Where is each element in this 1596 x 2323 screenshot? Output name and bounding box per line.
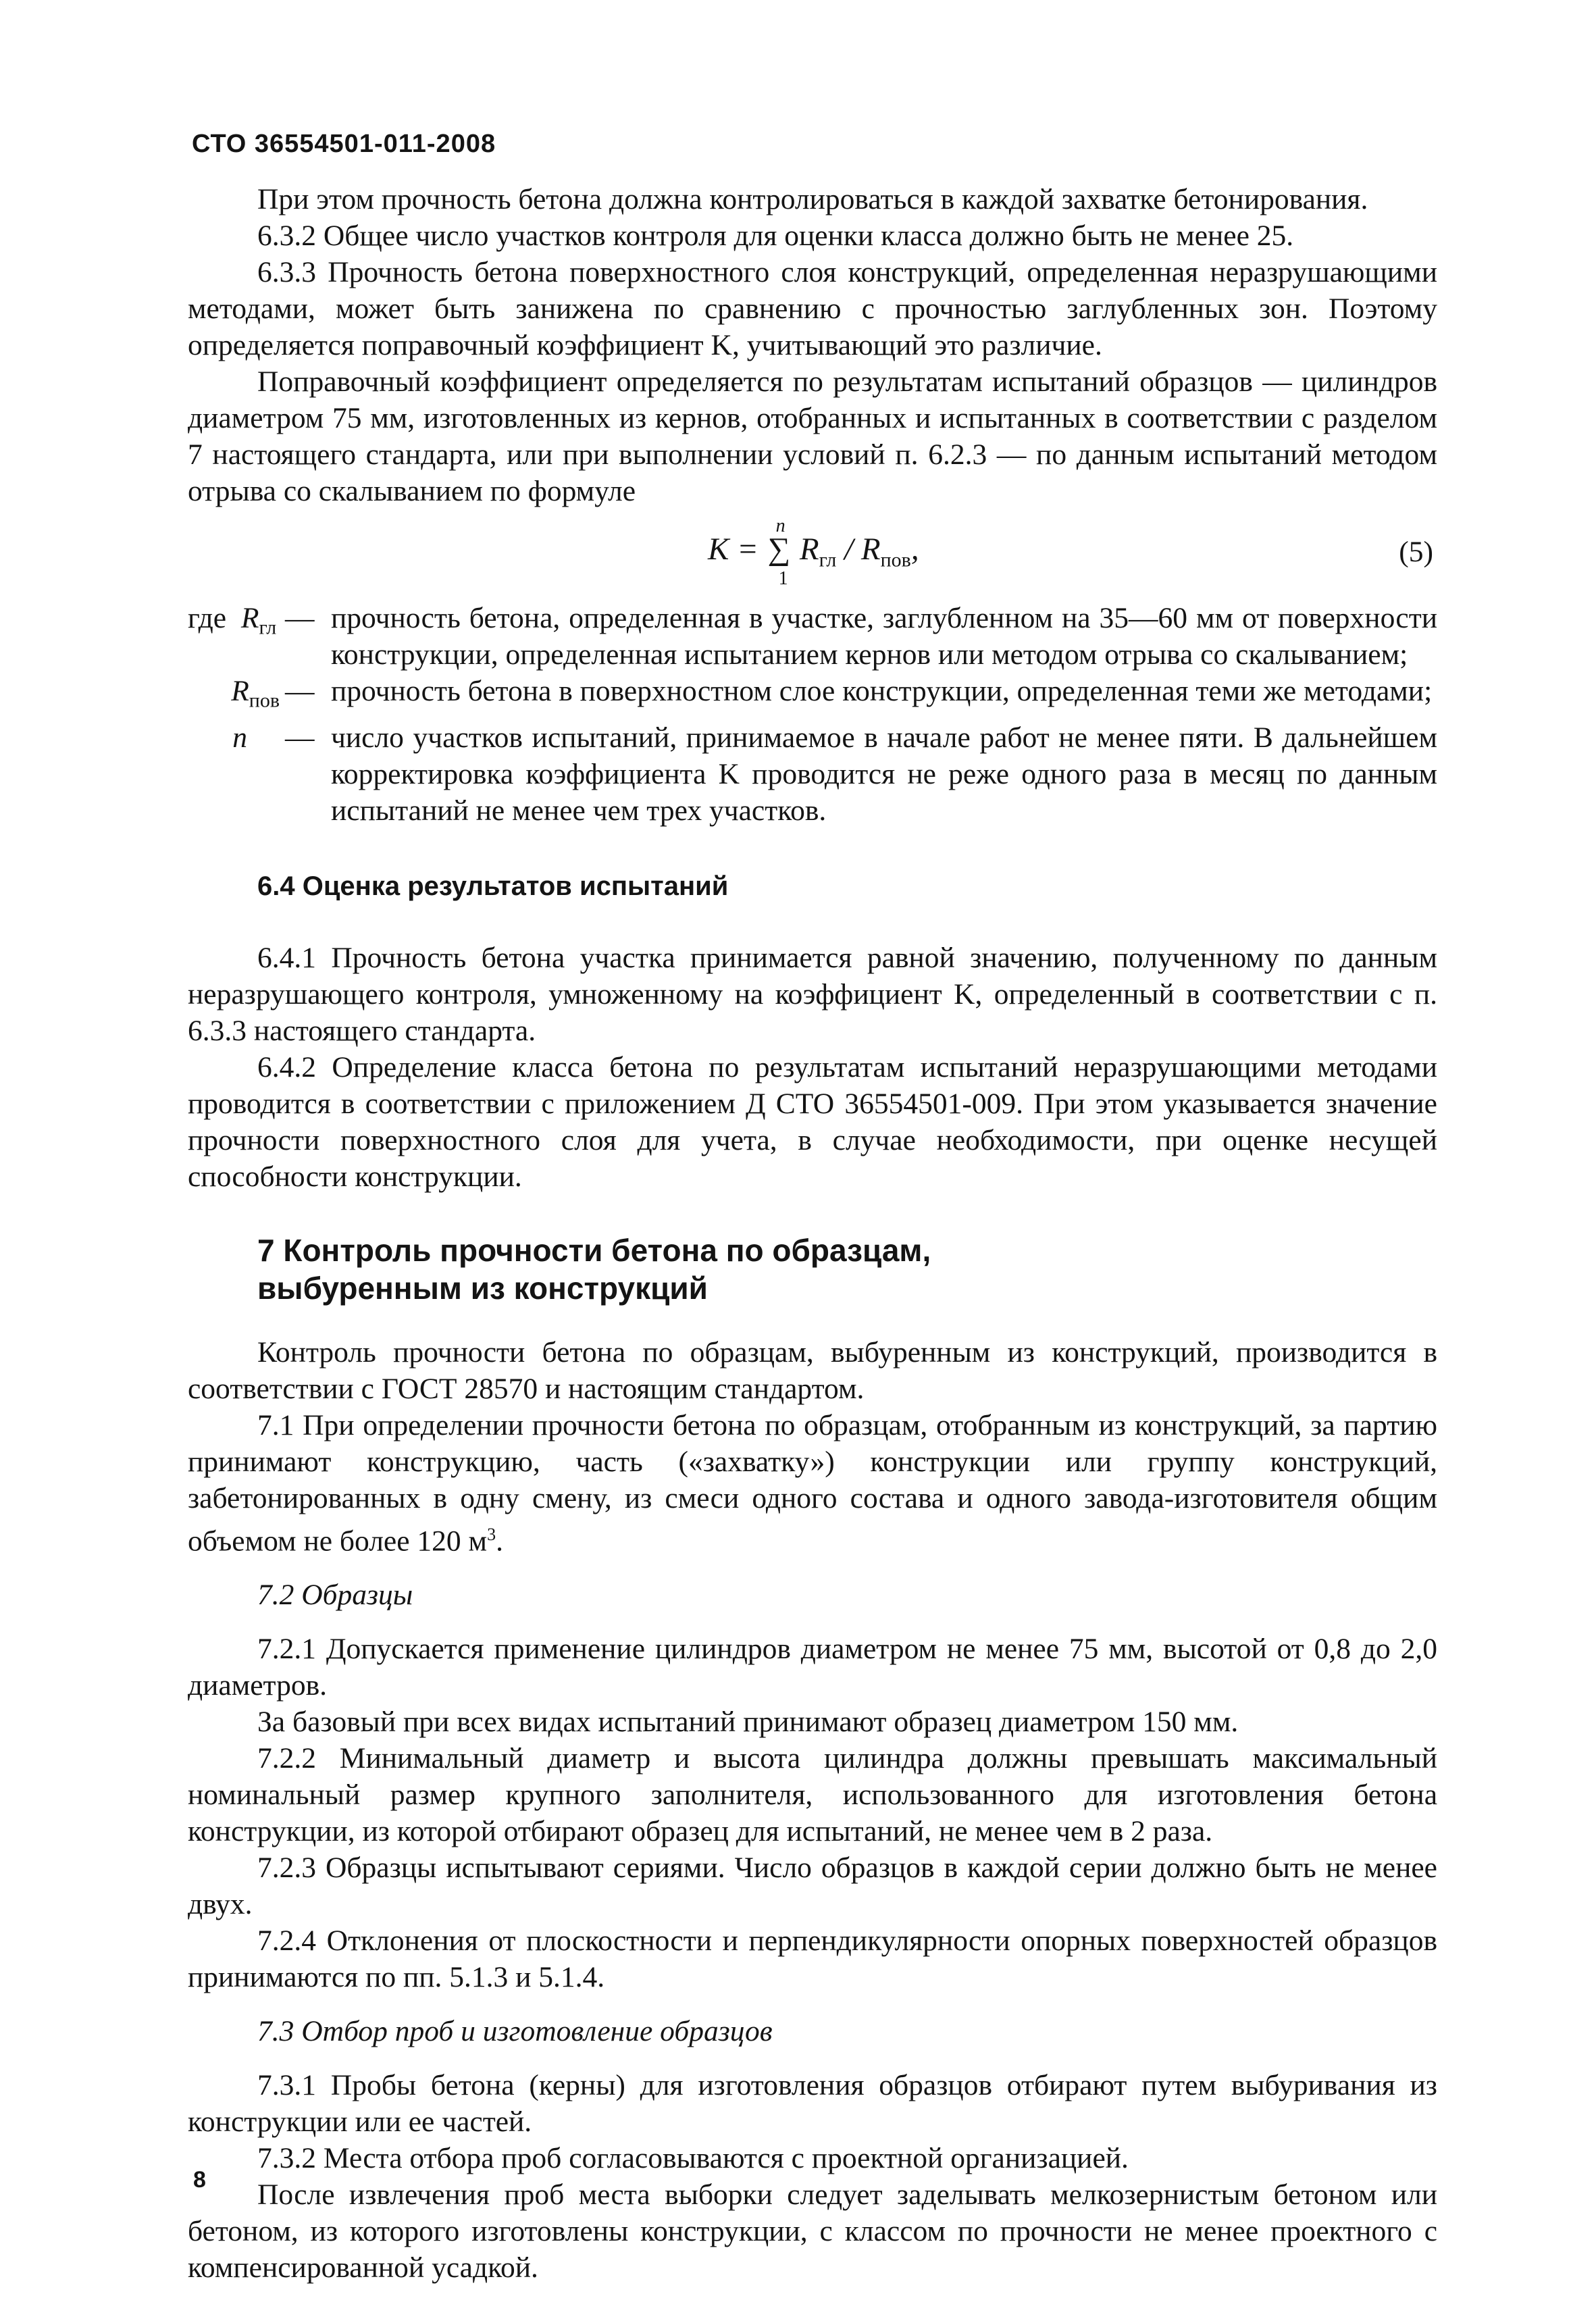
page-content	[188, 181, 1437, 2286]
definition-symbol: n	[232, 721, 247, 754]
section-7-title-line-2: выбуренным из конструкций	[257, 1270, 708, 1306]
paragraph-7-3-2: 7.3.2 Места отбора проб согласовываются с проектной организацией.	[257, 2142, 1129, 2175]
section-7-title	[257, 1231, 1437, 1307]
definition-text: прочность бетона, определенная в участке, заглубленном на 35—60 мм от поверхности конструкции, определенная испытанием кернов или методом отрыва со скалыванием;	[331, 602, 1437, 671]
paragraph-7-2-1: 7.2.1 Допускается применение цилиндров диаметром не менее 75 мм, высотой от 0,8 до 2,0 диаметров.	[188, 1633, 1437, 1702]
formula-expression	[708, 515, 919, 589]
definition-dash: —	[285, 721, 315, 754]
formula-equals: =	[737, 532, 758, 567]
sum-upper-limit: n	[775, 515, 786, 536]
paragraph-correction-coefficient: Поправочный коэффициент определяется по результатам испытаний образцов — цилиндров диаметром 75 мм, изготовленных из кернов, отобранных и испытанных в соответствии с разделом 7 настоящего стандарта, или при выполнении условий п. 6.2.3 — по данным испытаний методом отрыва со скалыванием по формуле	[188, 365, 1437, 507]
paragraph-7-3-1: 7.3.1 Пробы бетона (керны) для изготовления образцов отбирают путем выбуривания из конструкции или ее частей.	[188, 2069, 1437, 2139]
paragraph-6-4-2: 6.4.2 Определение класса бетона по результатам испытаний неразрушающими методами проводится в соответствии с приложением Д СТО 36554501-009. При этом указывается значение прочности поверхностного слоя для учета, в случае необходимости, при оценке несущей способности конструкции.	[188, 1050, 1437, 1193]
formula-lhs: K	[708, 532, 729, 567]
definition-text: число участков испытаний, принимаемое в начале работ не менее пяти. В дальнейшем корректировка коэффициента K проводится не реже одного раза в месяц по данным испытаний не менее чем трех участков.	[331, 721, 1437, 827]
paragraph-6-4-1: 6.4.1 Прочность бетона участка принимается равной значению, полученному по данным неразрушающего контроля, умноженному на коэффициент K, определенный в соответствии с п. 6.3.3 настоящего стандарта.	[188, 941, 1437, 1047]
formula-5	[188, 515, 1437, 593]
paragraph-7-2-4: 7.2.4 Отклонения от плоскостности и перпендикулярности опорных поверхностей образцов принимаются по пп. 5.1.3 и 5.1.4.	[188, 1924, 1437, 1994]
definition-dash: —	[285, 602, 315, 634]
sum-sign: ∑	[767, 532, 791, 567]
definition-r-pov	[188, 673, 1437, 719]
formula-r-gl: $R_{гл}$	[799, 532, 837, 571]
formula-number: (5)	[1399, 536, 1433, 568]
paragraph-control-per-section: При этом прочность бетона должна контролироваться в каждой захватке бетонирования.	[257, 183, 1368, 215]
sum-lower-limit: 1	[778, 568, 788, 589]
formula-comma: ,	[910, 532, 919, 567]
paragraph-base-sample: За базовый при всех видах испытаний принимают образец диаметром 150 мм.	[257, 1706, 1239, 1739]
paragraph-7-2-2: 7.2.2 Минимальный диаметр и высота цилиндра должны превышать максимальный номинальный размер крупного заполнителя, использованного для изготовления бетона конструкции, из которой отбирают образец для испытаний, не менее чем в 2 раза.	[188, 1742, 1437, 1848]
section-6-4-title: 6.4 Оценка результатов испытаний	[257, 871, 729, 901]
subsection-7-2-title: 7.2 Образцы	[257, 1579, 413, 1612]
definition-text: прочность бетона в поверхностном слое конструкции, определенная теми же методами;	[331, 675, 1433, 707]
document-code-header: СТО 36554501-011-2008	[192, 130, 496, 158]
paragraph-6-3-3: 6.3.3 Прочность бетона поверхностного слоя конструкций, определенная неразрушающими методами, может быть занижена по сравнению с прочностью заглубленных зон. Поэтому определяется поправочный коэффициент K, учитывающий это различие.	[188, 256, 1437, 361]
definition-n	[188, 719, 1437, 829]
definition-symbol: где $R_{гл}$	[188, 602, 277, 639]
definition-symbol: $R_{пов}$	[231, 675, 280, 712]
subsection-7-3-title: 7.3 Отбор проб и изготовление образцов	[257, 2015, 773, 2048]
paragraph-6-3-2: 6.3.2 Общее число участков контроля для оценки класса должно быть не менее 25.	[257, 220, 1294, 252]
paragraph-7-1: 7.1 При определении прочности бетона по образцам, отобранным из конструкций, за партию принимают конструкцию, часть («захватку») конструкции или группу конструкций, забетонированных в одну смену, из смеси одного состава и одного завода-изготовителя общим объемом не более 120 $м^3$.	[188, 1408, 1437, 1558]
formula-divide: /	[844, 532, 854, 567]
paragraph-7-2-3: 7.2.3 Образцы испытывают сериями. Число образцов в каждой серии должно быть не менее двух.	[188, 1852, 1437, 1921]
paragraph-sample-sealing: После извлечения проб места выборки следует заделывать мелкозернистым бетоном или бетоном, из которого изготовлены конструкции, с классом по прочности не менее проектного с компенсированной усадкой.	[188, 2178, 1437, 2284]
formula-r-pov: $R_{пов}$	[860, 532, 911, 571]
formula-definitions	[188, 600, 1437, 829]
sum-symbol	[767, 515, 791, 589]
paragraph-section-7-intro: Контроль прочности бетона по образцам, выбуренным из конструкций, производится в соответствии с ГОСТ 28570 и настоящим стандартом.	[188, 1335, 1437, 1405]
definition-r-gl	[188, 600, 1437, 673]
section-7-title-line-1: 7 Контроль прочности бетона по образцам,	[257, 1232, 931, 1268]
definition-dash: —	[285, 675, 315, 707]
page-number: 8	[193, 2167, 206, 2193]
